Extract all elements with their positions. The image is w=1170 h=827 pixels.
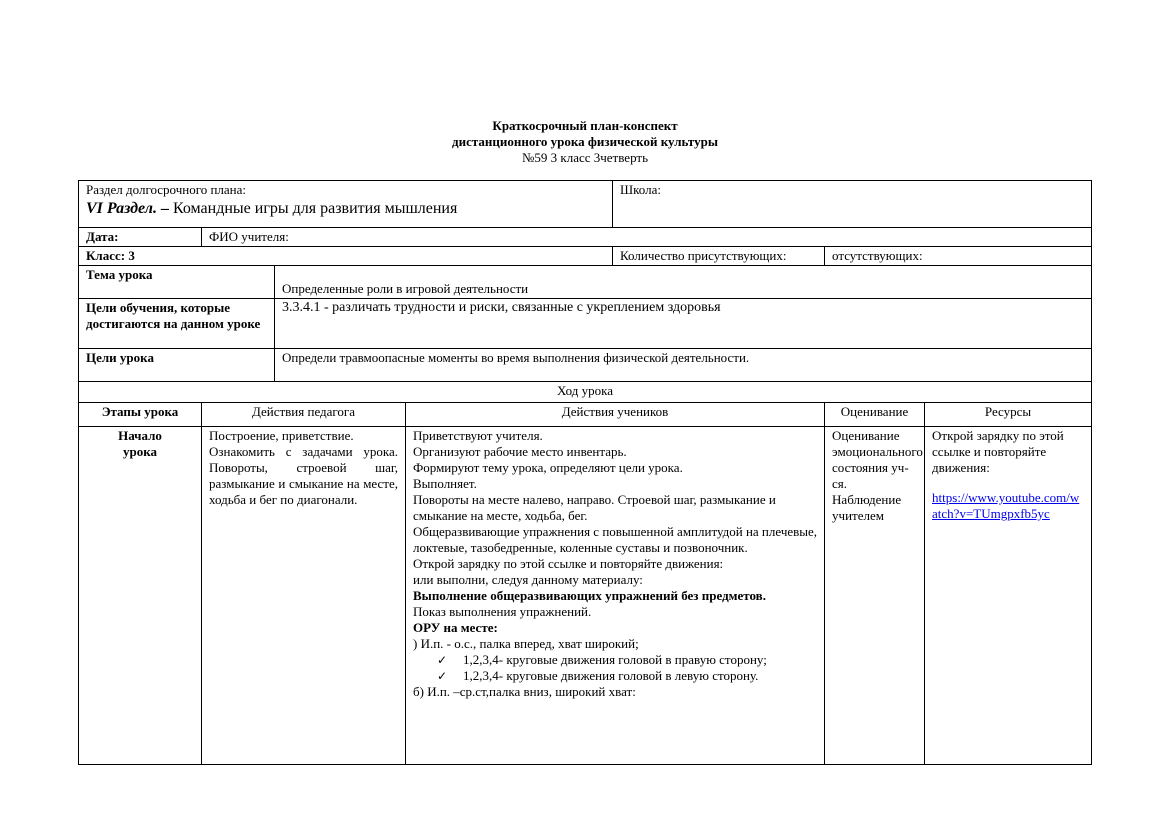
teacher-actions-cell: [202, 427, 406, 765]
progress-title-row: [79, 382, 1092, 403]
checklist: [413, 652, 817, 684]
student-line: Общеразвивающие упражнения с повышенной амплитудой на плечевые, локтевые, тазобедренные, коленные суставы и позвоночник.: [413, 524, 818, 555]
col-teacher-header: Действия педагога: [202, 403, 406, 427]
col-assessment-header: Оценивание: [825, 403, 925, 427]
student-line: Приветствуют учителя.: [413, 428, 543, 443]
school-cell: [613, 181, 1092, 228]
assessment-text: Оценивание эмоционального состояния уч-ся. Наблюдение учителем: [832, 428, 923, 523]
checklist-item: ✓ 1,2,3,4- круговые движения головой в левую сторону.: [437, 668, 817, 684]
class-row: [79, 247, 1092, 266]
student-line: ) И.п. - о.с., палка вперед, хват широкий;: [413, 636, 639, 651]
student-line-bold: ОРУ на месте:: [413, 620, 498, 635]
section-label: Раздел долгосрочного плана:: [86, 182, 247, 197]
section-cell: [79, 181, 613, 228]
student-line: б) И.п. –ср.ст,палка вниз, широкий хват:: [413, 684, 636, 699]
goals-value: Определи травмоопасные моменты во время выполнения физической деятельности.: [275, 349, 1092, 382]
col-students-header: Действия учеников: [406, 403, 825, 427]
section-row: [79, 181, 1092, 228]
topic-value: Определенные роли в игровой деятельности: [275, 266, 1092, 299]
resources-text: Открой зарядку по этой ссылке и повторяйте движения:: [932, 428, 1064, 475]
header-lesson-info: №59 3 класс 3четверть: [521, 150, 649, 165]
present-label: Количество присутствующих:: [613, 247, 825, 266]
student-actions-cell: [406, 427, 825, 765]
topic-label: Тема урока: [79, 266, 275, 299]
topic-row: [79, 266, 1092, 299]
lesson-plan-table: [78, 180, 1092, 765]
teacher-action-1: Построение, приветствие.: [209, 428, 354, 443]
section-number: VI Раздел. –: [86, 200, 169, 217]
date-row: [79, 228, 1092, 247]
objectives-row: [79, 299, 1092, 349]
class-label: Класс: 3: [79, 247, 613, 266]
teacher-name-label: ФИО учителя:: [202, 228, 1092, 247]
goals-row: [79, 349, 1092, 382]
stage-line-2: урока: [122, 444, 158, 459]
resources-cell: [925, 427, 1092, 765]
assessment-cell: [825, 427, 925, 765]
teacher-action-2: Ознакомить с задачами урока. Повороты, строевой шаг, размыкание и смыкание на месте, ходьба и бег по диагонали.: [209, 444, 398, 507]
lesson-start-row: [79, 427, 1092, 765]
objectives-label: Цели обучения, которые достигаются на данном уроке: [79, 299, 275, 349]
school-label: Школа:: [620, 182, 661, 197]
student-line: Формируют тему урока, определяют цели урока.: [413, 460, 683, 475]
objectives-value: 3.3.4.1 - различать трудности и риски, связанные с укреплением здоровья: [275, 299, 1092, 349]
stage-cell: [79, 427, 202, 765]
column-header-row: [79, 403, 1092, 427]
student-line-bold: Выполнение общеразвивающих упражнений без предметов.: [413, 588, 766, 603]
goals-label: Цели урока: [79, 349, 275, 382]
col-resources-header: Ресурсы: [925, 403, 1092, 427]
section-name: Командные игры для развития мышления: [168, 200, 458, 217]
section-title: [86, 199, 605, 219]
absent-label: отсутствующих:: [825, 247, 1092, 266]
student-line: Организуют рабочие место инвентарь.: [413, 444, 627, 459]
student-line: Выполняет.: [413, 476, 477, 491]
col-stage-header: Этапы урока: [79, 403, 202, 427]
student-line: Показ выполнения упражнений.: [413, 604, 592, 619]
student-line: или выполни, следуя данному материалу:: [413, 572, 643, 587]
student-line: Открой зарядку по этой ссылке и повторяйте движения:: [413, 556, 724, 571]
document-header: [0, 118, 1170, 166]
stage-line-1: Начало: [118, 428, 162, 443]
date-label: Дата:: [79, 228, 202, 247]
student-line: Повороты на месте налево, направо. Строевой шаг, размыкание и смыкание на месте, ходьба, бег.: [413, 492, 776, 523]
header-title: Краткосрочный план-конспект: [492, 118, 678, 133]
youtube-link[interactable]: https://www.youtube.com/watch?v=TUmgpxfb5yc: [932, 490, 1080, 521]
progress-title: Ход урока: [79, 382, 1092, 403]
checklist-item: ✓ 1,2,3,4- круговые движения головой в правую сторону;: [437, 652, 817, 668]
header-subtitle: дистанционного урока физической культуры: [452, 134, 718, 149]
